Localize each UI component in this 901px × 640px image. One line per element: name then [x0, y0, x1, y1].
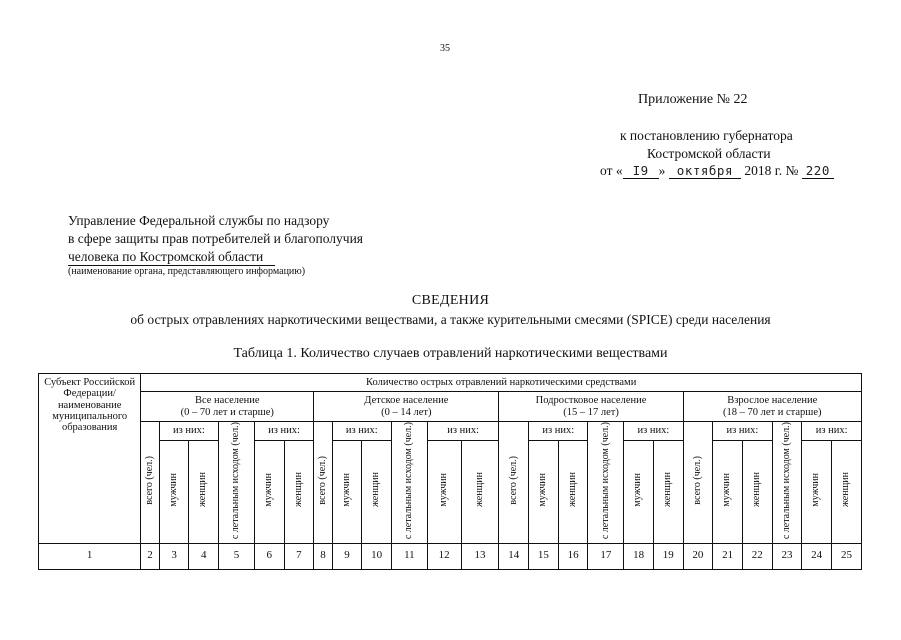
col-women [653, 440, 683, 543]
of-them-header: из них: [332, 422, 391, 441]
col-lethal [219, 422, 255, 544]
group-header-teens [499, 392, 683, 422]
org-line-2: в сфере защиты прав потребителей и благополучия [68, 231, 364, 246]
col-total-label: всего (чел.) [507, 456, 519, 505]
col-number: 23 [772, 543, 802, 569]
of-them-header: из них: [159, 422, 218, 441]
of-them-header: из них: [427, 422, 499, 441]
col-lethal-label: с летальным исходом (чел.) [780, 422, 792, 540]
decree-number: 220 [802, 163, 834, 179]
group-adults-range: (18 – 70 лет и старше) [723, 406, 822, 418]
col-number: 1 [39, 543, 141, 569]
col-lethal-label: с летальным исходом (чел.) [230, 422, 242, 540]
col-total [141, 422, 159, 544]
group-header-adults [683, 392, 861, 422]
of-them-header: из них: [624, 422, 683, 441]
col-women-label: женщин [662, 472, 673, 508]
col-number: 24 [802, 543, 832, 569]
col-lethal-label: с летальным исходом (чел.) [599, 422, 611, 540]
column-number-row [39, 543, 862, 569]
col-total-label: всего (чел.) [691, 456, 703, 505]
col-men [254, 440, 284, 543]
col-number: 13 [461, 543, 499, 569]
group-adults-label: Взрослое население [727, 395, 818, 407]
col-number: 17 [588, 543, 624, 569]
col-women [362, 440, 392, 543]
col-men [713, 440, 743, 543]
decree-month: октября [669, 163, 741, 179]
col-women [189, 440, 219, 543]
decree-year-text: 2018 г. № [744, 163, 799, 178]
col-lethal [391, 422, 427, 544]
org-line-1: Управление Федеральной службы по надзору [68, 213, 330, 228]
date-prefix: от « [600, 163, 623, 178]
col-men-label: мужчин [262, 473, 274, 507]
col-number: 6 [254, 543, 284, 569]
col-women-label: женщин [751, 472, 763, 508]
col-number: 10 [362, 543, 392, 569]
col-number: 7 [284, 543, 314, 569]
group-all-range: (0 – 70 лет и старше) [180, 406, 274, 418]
org-caption: (наименование органа, представляющего информацию) [68, 266, 306, 277]
group-teens-label: Подростковое население [535, 395, 647, 407]
col-total [499, 422, 529, 544]
poisoning-table [38, 373, 862, 570]
decree-date-line [600, 163, 834, 179]
subject-header: Субъект Российской Федерации/ наименование муниципального образования [39, 374, 141, 544]
of-them-header: из них: [529, 422, 588, 441]
decree-line-1: к постановлению губернатора [620, 128, 793, 143]
col-lethal-label: с летальным исходом (чел.) [403, 422, 415, 540]
col-men-label: мужчин [721, 473, 733, 507]
col-women [284, 440, 314, 543]
col-men-label: мужчин [437, 473, 449, 507]
col-total [683, 422, 713, 544]
col-number: 4 [189, 543, 219, 569]
group-teens-range: (15 – 17 лет) [563, 406, 619, 418]
group-all-label: Все население [194, 395, 260, 407]
col-lethal [772, 422, 802, 544]
col-men [802, 440, 832, 543]
col-women-label: женщин [370, 472, 382, 508]
col-men-label: мужчин [810, 473, 822, 507]
col-men-label: мужчин [632, 473, 644, 507]
group-children-label: Детское население [364, 395, 449, 407]
col-men-label: мужчин [340, 473, 352, 507]
col-men [332, 440, 362, 543]
of-them-header: из них: [254, 422, 313, 441]
col-men-label: мужчин [167, 473, 179, 507]
col-number: 18 [624, 543, 654, 569]
col-number: 19 [653, 543, 683, 569]
col-number: 8 [314, 543, 332, 569]
date-mid: » [658, 163, 666, 178]
col-total [314, 422, 332, 544]
col-number: 16 [558, 543, 588, 569]
col-number: 2 [141, 543, 159, 569]
col-women-label: женщин [197, 472, 209, 508]
document-subtitle: об острых отравлениях наркотическими веществами, а также курительными смесями (SPICE) среди населения [130, 312, 771, 327]
decree-day: I9 [623, 163, 659, 179]
col-women [461, 440, 499, 543]
col-total-label: всего (чел.) [143, 456, 155, 505]
page-number: 35 [440, 43, 450, 54]
group-header-children [314, 392, 499, 422]
col-number: 5 [219, 543, 255, 569]
col-women [742, 440, 772, 543]
col-men-label: мужчин [537, 473, 549, 507]
group-header-all [141, 392, 314, 422]
document-title: СВЕДЕНИЯ [411, 293, 490, 308]
col-men [427, 440, 461, 543]
col-number: 3 [159, 543, 189, 569]
decree-line-2: Костромской области [647, 146, 771, 161]
col-number: 22 [742, 543, 772, 569]
of-them-header: из них: [802, 422, 862, 441]
col-women [558, 440, 588, 543]
col-number: 9 [332, 543, 362, 569]
col-men [529, 440, 559, 543]
col-number: 25 [831, 543, 861, 569]
col-women-label: женщин [840, 472, 852, 508]
col-number: 14 [499, 543, 529, 569]
col-number: 21 [713, 543, 743, 569]
main-header: Количество острых отравлений наркотическими средствами [141, 374, 862, 392]
table-title: Таблица 1. Количество случаев отравлений наркотическими веществами [233, 346, 668, 361]
col-women [831, 440, 861, 543]
col-men [159, 440, 189, 543]
col-men [624, 440, 654, 543]
col-women-label: женщин [566, 472, 578, 508]
col-number: 20 [683, 543, 713, 569]
col-number: 15 [529, 543, 559, 569]
col-lethal [588, 422, 624, 544]
group-children-range: (0 – 14 лет) [381, 406, 432, 418]
appendix-title: Приложение № 22 [638, 92, 748, 107]
col-women-label: женщин [292, 472, 304, 508]
col-women-label: женщин [473, 472, 485, 508]
org-line-3: человека по Костромской области [68, 249, 275, 266]
col-number: 11 [391, 543, 427, 569]
col-number: 12 [427, 543, 461, 569]
col-total-label: всего (чел.) [316, 456, 328, 505]
of-them-header: из них: [713, 422, 772, 441]
